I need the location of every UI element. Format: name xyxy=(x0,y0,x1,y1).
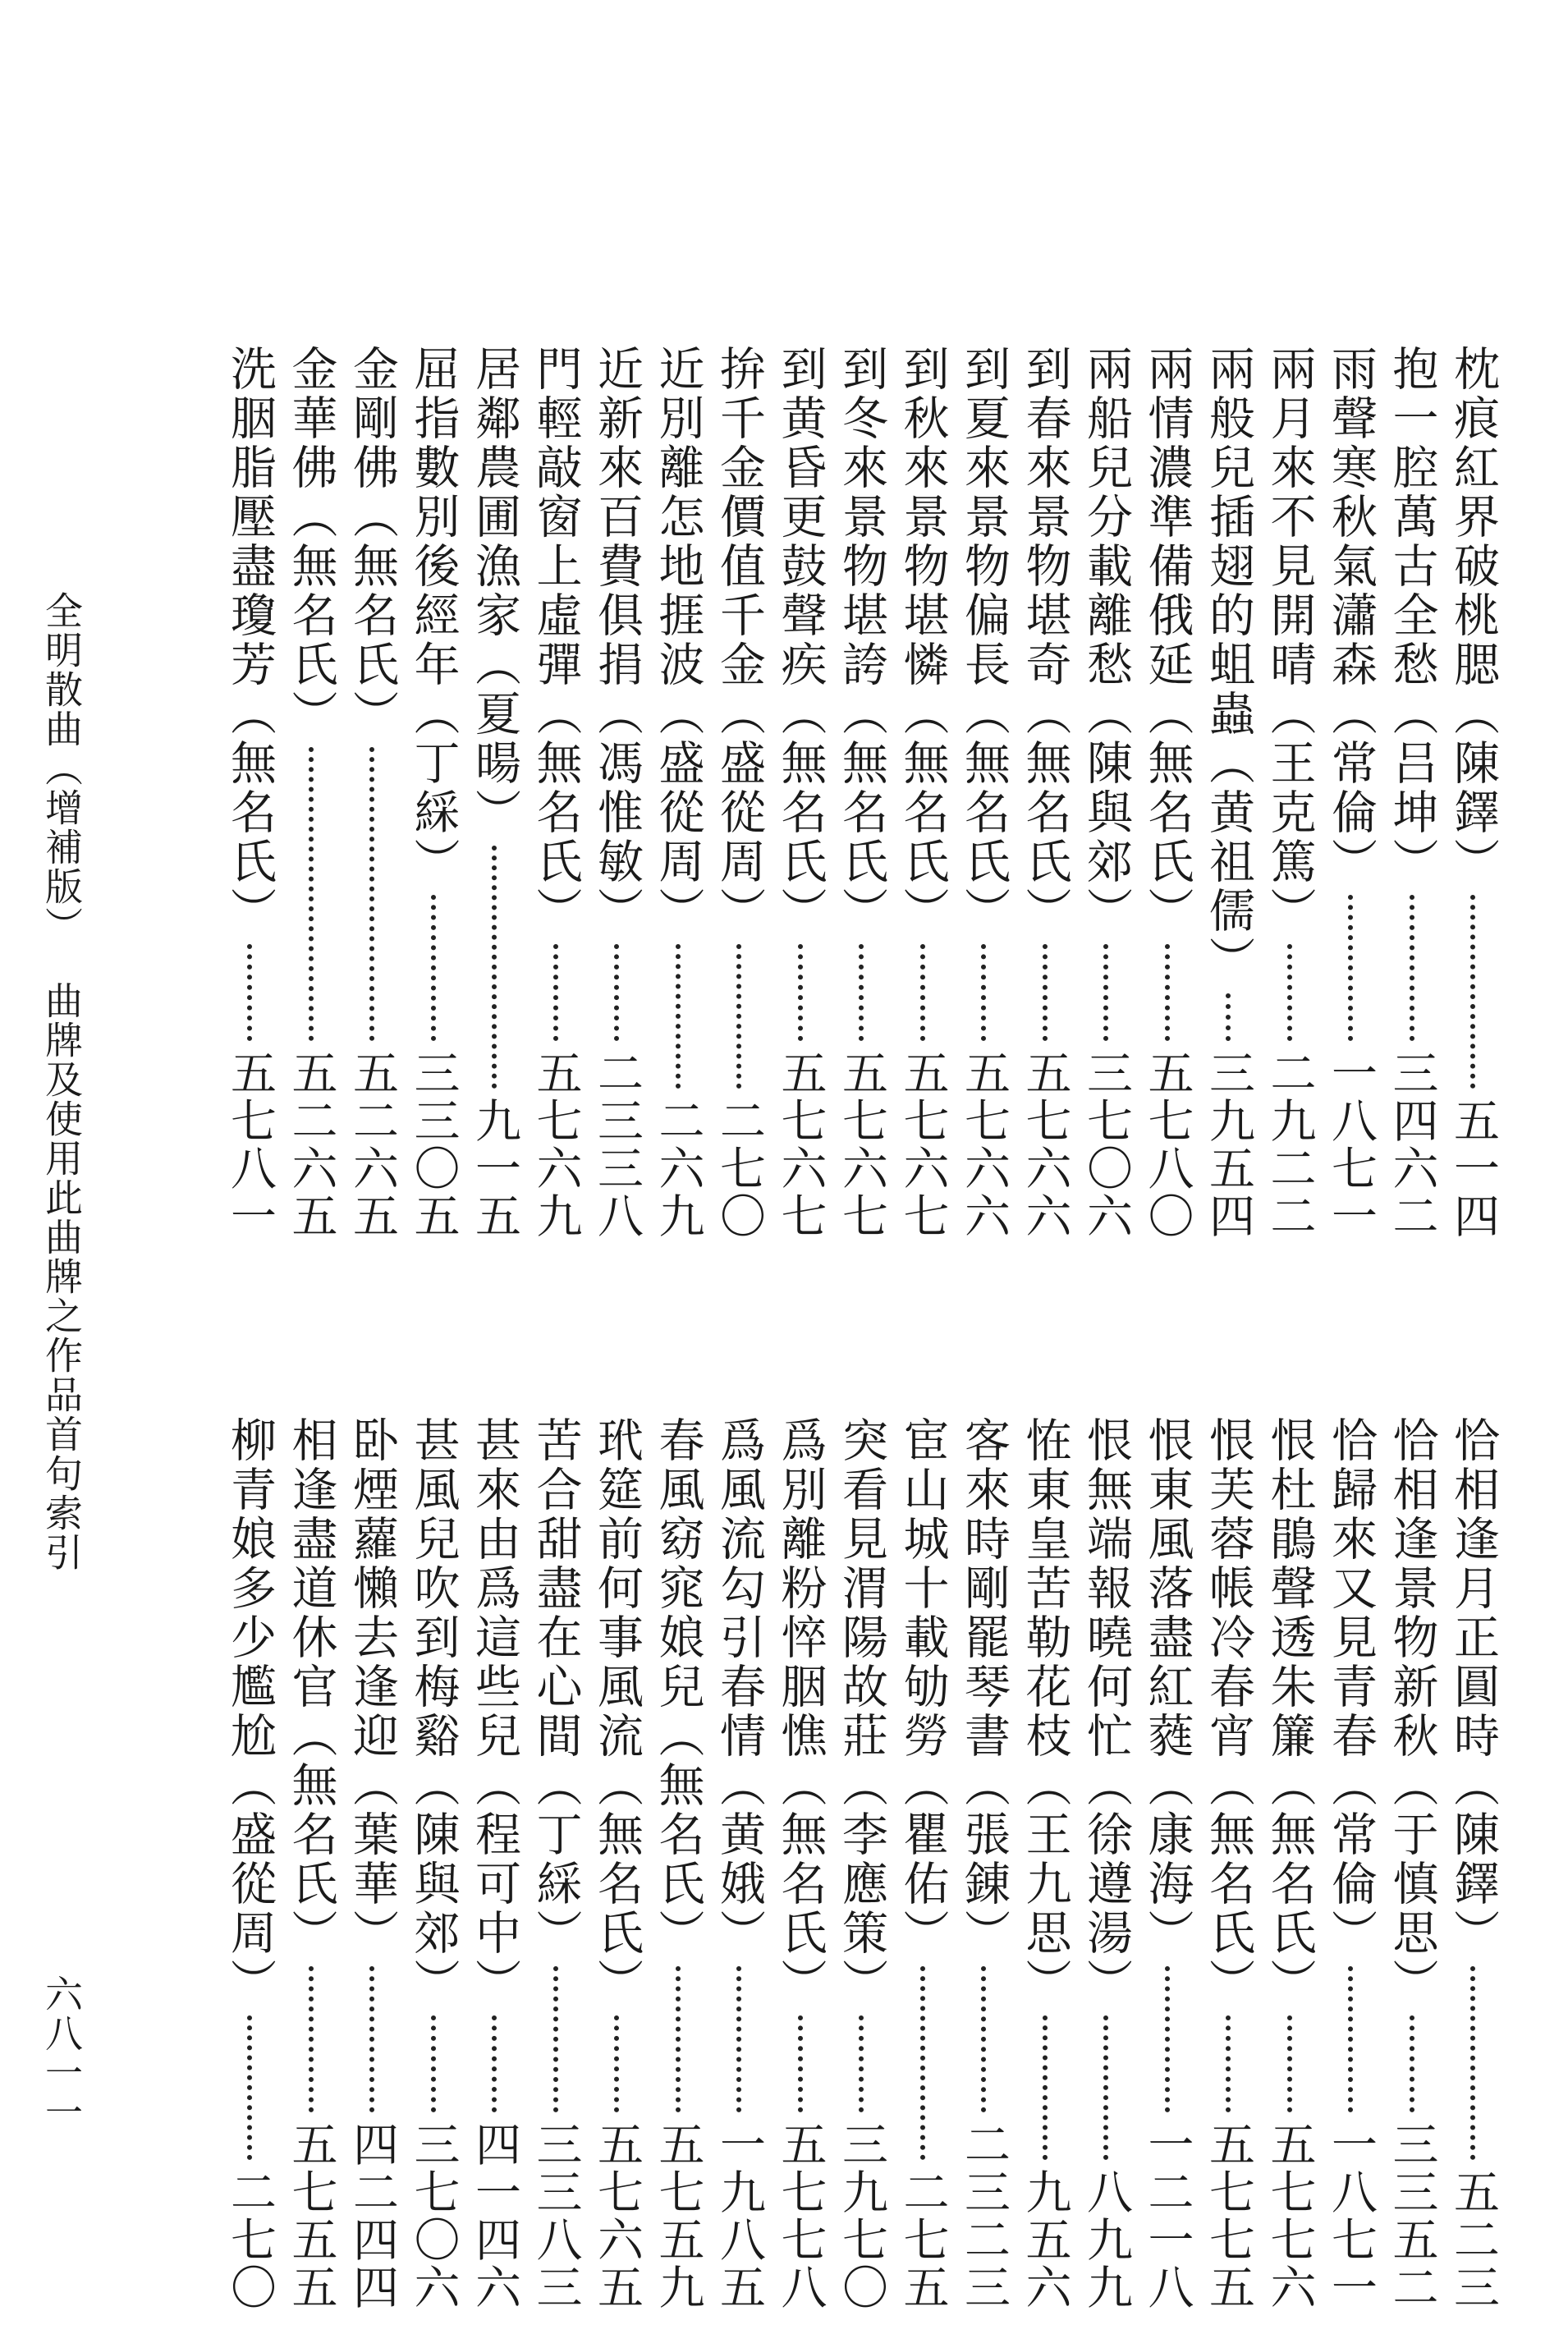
entry-page-number: 二九二二 xyxy=(1263,1049,1317,1240)
entry-page-number: 五七七五 xyxy=(1202,2121,1255,2311)
index-entry xyxy=(223,1416,277,2311)
entry-page-number: 四二四四 xyxy=(346,2121,399,2311)
entry-first-line: 到夏來景物偏長（無名氏） xyxy=(957,345,1011,936)
leader-dots xyxy=(431,895,436,1041)
index-entry xyxy=(1263,345,1317,1240)
entry-page-number: 五七八〇 xyxy=(1140,1049,1194,1240)
leader-dots xyxy=(1165,1966,1170,2112)
entry-page-number: 五七六九 xyxy=(529,1049,583,1240)
index-entry xyxy=(406,1416,461,2311)
entry-first-line: 居鄰農圃漁家（夏暘） xyxy=(468,345,521,837)
leader-dots xyxy=(736,1966,741,2112)
entry-page-number: 三三五二 xyxy=(1385,2121,1439,2311)
index-entry xyxy=(1202,1416,1255,2311)
leader-dots xyxy=(247,2015,252,2160)
index-entry xyxy=(1140,1416,1194,2311)
entry-first-line: 金華佛（無名氏） xyxy=(284,345,338,739)
entry-first-line: 春風窈窕娘兒（無名氏） xyxy=(651,1416,705,1958)
entry-page-number: 三九七〇 xyxy=(835,2121,888,2311)
index-entry xyxy=(468,1416,521,2311)
leader-dots xyxy=(614,944,619,1041)
leader-dots xyxy=(553,1966,558,2112)
index-entry xyxy=(1080,1416,1133,2311)
entry-page-number: 三九五四 xyxy=(1202,1049,1255,1240)
entry-page-number: 一九八五 xyxy=(713,2121,766,2311)
leader-dots xyxy=(431,2015,436,2112)
entry-first-line: 爲別離粉悴胭憔（無名氏） xyxy=(773,1416,828,2007)
entry-first-line: 恰相逢月正圓時（陳鐸） xyxy=(1447,1416,1500,1958)
entry-first-line: 玳筵前何事風流（無名氏） xyxy=(590,1416,644,2007)
leader-dots xyxy=(369,1966,374,2112)
leader-dots xyxy=(920,944,925,1041)
entry-page-number: 三三八三 xyxy=(529,2121,583,2311)
index-entry xyxy=(773,1416,828,2311)
entry-page-number: 五一四 xyxy=(1447,1097,1500,1240)
entry-page-number: 三七〇六 xyxy=(406,2121,461,2311)
index-entry xyxy=(1018,345,1072,1240)
index-entry xyxy=(590,345,644,1240)
index-entry xyxy=(346,1416,399,2311)
entry-first-line: 兩船兒分載離愁（陳與郊） xyxy=(1080,345,1133,936)
entry-page-number: 五七七六 xyxy=(1263,2121,1317,2311)
entry-page-number: 四一四六 xyxy=(468,2121,521,2311)
entry-first-line: 卧煙蘿懶去逢迎（葉華） xyxy=(346,1416,399,1958)
index-entry xyxy=(835,1416,888,2311)
entry-page-number: 五七七八 xyxy=(773,2121,828,2311)
leader-dots xyxy=(247,944,252,1041)
entry-page-number: 五七六七 xyxy=(896,1049,950,1240)
entry-page-number: 九五六 xyxy=(1018,2168,1072,2311)
entry-first-line: 恨無端報曉何忙（徐遵湯） xyxy=(1080,1416,1133,2007)
entry-first-line: 柳青娘多少尷尬（盛從周） xyxy=(223,1416,277,2007)
leader-dots xyxy=(1103,2015,1108,2160)
entry-page-number: 二六九 xyxy=(651,1097,705,1240)
leader-dots xyxy=(369,747,374,1041)
entry-page-number: 五二六五 xyxy=(284,1049,338,1240)
index-entry xyxy=(957,1416,1011,2311)
entry-first-line: 爲風流勾引春情（黄娥） xyxy=(713,1416,766,1958)
entry-page-number: 五七五五 xyxy=(284,2121,338,2311)
index-entry xyxy=(346,345,399,1240)
index-entry xyxy=(1140,345,1194,1240)
leader-dots xyxy=(309,1966,314,2112)
index-entry xyxy=(223,345,277,1240)
entry-page-number: 三三〇五 xyxy=(406,1049,461,1240)
index-entry xyxy=(896,345,950,1240)
entry-page-number: 二三二三 xyxy=(957,2121,1011,2311)
entry-first-line: 恰歸來又見青春（常倫） xyxy=(1324,1416,1378,1958)
entry-first-line: 客來時剛罷琴書（張錬） xyxy=(957,1416,1011,1958)
leader-dots xyxy=(676,1966,681,2112)
leader-dots xyxy=(614,2015,619,2112)
entry-first-line: 門輕敲窗上虛彈（無名氏） xyxy=(529,345,583,936)
entry-page-number: 三四六二 xyxy=(1385,1049,1439,1240)
entry-first-line: 宦山城十載劬勞（瞿佑） xyxy=(896,1416,950,1958)
index-entry xyxy=(1385,345,1439,1240)
leader-dots xyxy=(1103,944,1108,1041)
entry-first-line: 兩月來不見開晴（王克篤） xyxy=(1263,345,1317,936)
index-entry xyxy=(651,1416,705,2311)
leader-dots xyxy=(1226,2015,1231,2112)
leader-dots xyxy=(1410,2015,1414,2112)
leader-dots xyxy=(1043,2015,1048,2160)
entry-page-number: 九一五 xyxy=(468,1097,521,1240)
index-entry xyxy=(651,345,705,1240)
entry-page-number: 五七五九 xyxy=(651,2121,705,2311)
entry-first-line: 甚風兒吹到梅谿（陳與郊） xyxy=(406,1416,461,2007)
entry-first-line: 苦合甜盡在心間（丁綵） xyxy=(529,1416,583,1958)
entry-page-number: 五七六七 xyxy=(835,1049,888,1240)
leader-dots xyxy=(981,944,986,1041)
leader-dots xyxy=(1470,895,1475,1089)
index-entry xyxy=(713,345,766,1240)
leader-dots xyxy=(1287,944,1292,1041)
leader-dots xyxy=(859,2015,864,2112)
entry-page-number: 八九九 xyxy=(1080,2168,1133,2311)
entry-first-line: 到春來景物堪奇（無名氏） xyxy=(1018,345,1072,936)
entry-first-line: 兩情濃準備俄延（無名氏） xyxy=(1140,345,1194,936)
index-entry xyxy=(406,345,461,1240)
entry-page-number: 二七〇 xyxy=(713,1097,766,1240)
entry-page-number: 三七〇六 xyxy=(1080,1049,1133,1240)
entry-page-number: 五七八一 xyxy=(223,1049,277,1240)
leader-dots xyxy=(798,2015,803,2112)
leader-dots xyxy=(1348,895,1353,1041)
index-entry xyxy=(284,345,338,1240)
entry-first-line: 兩般兒插翅的蛆蟲（黄祖儒） xyxy=(1202,345,1255,985)
leader-dots xyxy=(492,846,497,1089)
index-entry xyxy=(1080,345,1133,1240)
entry-page-number: 五七六五 xyxy=(590,2121,644,2311)
index-entry xyxy=(713,1416,766,2311)
leader-dots xyxy=(798,944,803,1041)
entry-first-line: 到秋來景物堪憐（無名氏） xyxy=(896,345,950,936)
index-entry xyxy=(468,345,521,1240)
entry-first-line: 洗胭脂壓盡瓊芳（無名氏） xyxy=(223,345,277,936)
index-entry xyxy=(1263,1416,1317,2311)
leader-dots xyxy=(736,944,741,1089)
leader-dots xyxy=(492,2015,497,2112)
index-entry xyxy=(1385,1416,1439,2311)
leader-dots xyxy=(1043,944,1048,1041)
index-entry xyxy=(1018,1416,1072,2311)
index-entry xyxy=(773,345,828,1240)
index-entry xyxy=(835,345,888,1240)
book-title-header: 全明散曲（增補版） xyxy=(39,591,84,946)
index-entry xyxy=(896,1416,950,2311)
entry-page-number: 五二六五 xyxy=(346,1049,399,1240)
entry-page-number: 五七六六 xyxy=(1018,1049,1072,1240)
entry-first-line: 到黄昏更鼓聲疾（無名氏） xyxy=(773,345,828,936)
index-entry xyxy=(1324,1416,1378,2311)
entry-first-line: 恰相逢景物新秋（于慎思） xyxy=(1385,1416,1439,2007)
entry-first-line: 屈指數別後經年（丁綵） xyxy=(406,345,461,887)
index-entry xyxy=(1324,345,1378,1240)
index-entry xyxy=(284,1416,338,2311)
entry-first-line: 恨杜鵑聲透朱簾（無名氏） xyxy=(1263,1416,1317,2007)
leader-dots xyxy=(981,1966,986,2112)
leader-dots xyxy=(1470,1966,1475,2160)
entry-first-line: 突看見渭陽故莊（李應策） xyxy=(835,1416,888,2007)
entry-page-number: 五七六七 xyxy=(773,1049,828,1240)
entry-first-line: 近新來百費俱捐（馮惟敏） xyxy=(590,345,644,936)
leader-dots xyxy=(859,944,864,1041)
entry-first-line: 枕痕紅界破桃腮（陳鐸） xyxy=(1447,345,1500,887)
page-number: 六八一一 xyxy=(39,1974,84,2132)
leader-dots xyxy=(1165,944,1170,1041)
index-entry xyxy=(1447,345,1500,1240)
index-entry xyxy=(529,1416,583,2311)
leader-dots xyxy=(676,944,681,1089)
entry-page-number: 二七五 xyxy=(896,2168,950,2311)
leader-dots xyxy=(1226,993,1231,1041)
index-entry xyxy=(529,345,583,1240)
leader-dots xyxy=(920,1966,925,2160)
entry-first-line: 近別離怎地捱波（盛從周） xyxy=(651,345,705,936)
entry-first-line: 雨聲寒秋氣瀟森（常倫） xyxy=(1324,345,1378,887)
entry-first-line: 拚千金價值千金（盛從周） xyxy=(713,345,766,936)
entry-first-line: 恨東風落盡紅蕤（康海） xyxy=(1140,1416,1194,1958)
entry-page-number: 一八七一 xyxy=(1324,2121,1378,2311)
entry-first-line: 相逢盡道休官（無名氏） xyxy=(284,1416,338,1958)
leader-dots xyxy=(553,944,558,1041)
leader-dots xyxy=(1410,895,1414,1041)
entry-page-number: 一二一八 xyxy=(1140,2121,1194,2311)
entry-first-line: 恨芙蓉帳冷春宵（無名氏） xyxy=(1202,1416,1255,2007)
entry-first-line: 甚來由爲這些兒（程可中） xyxy=(468,1416,521,2007)
index-entry xyxy=(1202,345,1255,1240)
index-entry xyxy=(590,1416,644,2311)
index-entry xyxy=(957,345,1011,1240)
index-entry xyxy=(1447,1416,1500,2311)
entry-first-line: 恠東皇苦勒花枝（王九思） xyxy=(1018,1416,1072,2007)
entry-first-line: 金剛佛（無名氏） xyxy=(346,345,399,739)
entry-page-number: 一八七一 xyxy=(1324,1049,1378,1240)
entry-page-number: 五七六六 xyxy=(957,1049,1011,1240)
leader-dots xyxy=(1287,2015,1292,2112)
entry-page-number: 二七〇 xyxy=(223,2168,277,2311)
entry-page-number: 二三三八 xyxy=(590,1049,644,1240)
section-title-header: 曲牌及使用此曲牌之作品首句索引 xyxy=(39,981,84,1572)
entry-first-line: 到冬來景物堪誇（無名氏） xyxy=(835,345,888,936)
entry-page-number: 五二三 xyxy=(1447,2168,1500,2311)
leader-dots xyxy=(1348,1966,1353,2112)
entry-first-line: 抱一腔萬古全愁（吕坤） xyxy=(1385,345,1439,887)
leader-dots xyxy=(309,747,314,1041)
